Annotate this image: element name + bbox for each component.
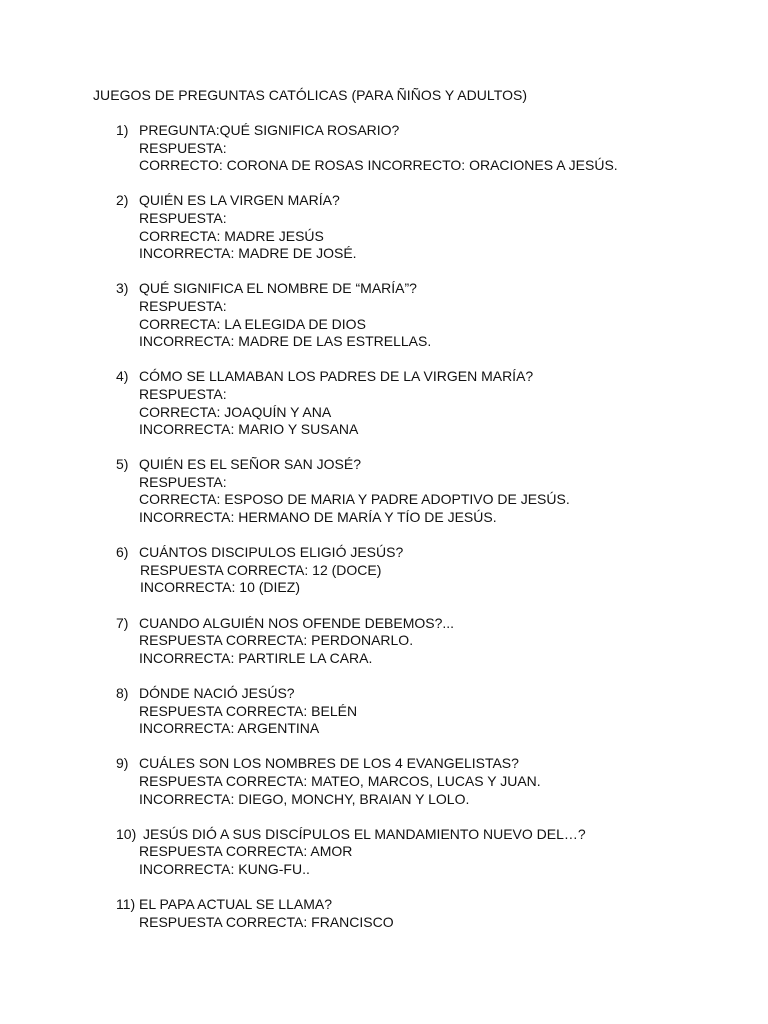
answer-label: RESPUESTA:	[139, 209, 227, 226]
correct-answer: RESPUESTA CORRECTA: AMOR	[139, 843, 353, 860]
answer-label: RESPUESTA:	[139, 139, 227, 156]
incorrect-answer: INCORRECTA: PARTIRLE LA CARA.	[139, 649, 373, 666]
question-text: JESÚS DIÓ A SUS DISCÍPULOS EL MANDAMIENTO NUEVO DEL…?	[143, 825, 586, 842]
question-number: 3)	[116, 280, 129, 297]
correct-answer: RESPUESTA CORRECTA: MATEO, MARCOS, LUCAS Y JUAN.	[139, 772, 541, 789]
correct-answer: CORRECTA: MADRE JESÚS	[139, 227, 324, 244]
incorrect-answer: INCORRECTA: ARGENTINA	[139, 720, 320, 737]
correct-answer: RESPUESTA CORRECTA: FRANCISCO	[139, 913, 394, 930]
question-text: EL PAPA ACTUAL SE LLAMA?	[139, 896, 332, 913]
question-number: 11)	[116, 896, 136, 913]
question-item-9	[0, 755, 768, 808]
question-item-3	[0, 280, 768, 350]
incorrect-answer: INCORRECTA: KUNG-FU..	[139, 860, 310, 877]
incorrect-answer: INCORRECTA: 10 (DIEZ)	[140, 579, 300, 596]
incorrect-answer: INCORRECTA: MARIO Y SUSANA	[139, 421, 359, 438]
question-number: 10)	[116, 825, 137, 842]
answer-label: RESPUESTA:	[139, 385, 227, 402]
question-text: QUIÉN ES EL SEÑOR SAN JOSÉ?	[139, 456, 361, 473]
question-text: CUANDO ALGUIÉN NOS OFENDE DEBEMOS?...	[139, 614, 455, 631]
answer-label: RESPUESTA:	[139, 297, 227, 314]
question-item-8	[0, 685, 768, 738]
question-number: 8)	[116, 685, 129, 701]
question-item-2	[0, 192, 768, 262]
question-text: QUÉ SIGNIFICA EL NOMBRE DE “MARÍA”?	[139, 280, 417, 297]
answer-options: CORRECTO: CORONA DE ROSAS INCORRECTO: ORACIONES A JESÚS.	[139, 157, 618, 174]
correct-answer: CORRECTA: LA ELEGIDA DE DIOS	[139, 315, 366, 332]
question-text: PREGUNTA:QUÉ SIGNIFICA ROSARIO?	[139, 122, 400, 138]
question-item-11	[0, 896, 768, 931]
correct-answer: RESPUESTA CORRECTA: 12 (DOCE)	[140, 561, 382, 578]
question-number: 1)	[116, 122, 129, 138]
question-number: 7)	[116, 614, 129, 631]
question-text: DÓNDE NACIÓ JESÚS?	[139, 685, 295, 701]
question-number: 2)	[116, 192, 129, 209]
question-item-5	[0, 456, 768, 526]
correct-answer: CORRECTA: ESPOSO DE MARIA Y PADRE ADOPTIVO DE JESÚS.	[139, 491, 570, 508]
incorrect-answer: INCORRECTA: MADRE DE LAS ESTRELLAS.	[139, 333, 432, 350]
answer-label: RESPUESTA:	[139, 473, 227, 490]
question-list	[0, 122, 768, 949]
question-number: 9)	[116, 755, 129, 772]
question-text: QUIÉN ES LA VIRGEN MARÍA?	[139, 192, 340, 209]
question-number: 4)	[116, 368, 129, 385]
correct-answer: RESPUESTA CORRECTA: PERDONARLO.	[139, 632, 414, 649]
question-text: CÓMO SE LLAMABAN LOS PADRES DE LA VIRGEN MARÍA?	[139, 368, 534, 385]
correct-answer: RESPUESTA CORRECTA: BELÉN	[139, 702, 358, 719]
question-item-1	[0, 122, 768, 175]
question-text: CUÁNTOS DISCIPULOS ELIGIÓ JESÚS?	[139, 544, 404, 561]
question-number: 6)	[116, 544, 129, 561]
document-title: JUEGOS DE PREGUNTAS CATÓLICAS (PARA ÑIÑOS Y ADULTOS)	[93, 87, 528, 103]
correct-answer: CORRECTA: JOAQUÍN Y ANA	[139, 403, 332, 420]
question-text: CUÁLES SON LOS NOMBRES DE LOS 4 EVANGELISTAS?	[139, 755, 519, 772]
question-item-6	[0, 544, 768, 597]
incorrect-answer: INCORRECTA: DIEGO, MONCHY, BRAIAN Y LOLO.	[139, 790, 470, 807]
incorrect-answer: INCORRECTA: MADRE DE JOSÉ.	[139, 245, 357, 262]
question-number: 5)	[116, 456, 129, 473]
incorrect-answer: INCORRECTA: HERMANO DE MARÍA Y TÍO DE JESÚS.	[139, 509, 497, 526]
question-item-10	[0, 826, 768, 879]
question-item-4	[0, 368, 768, 438]
question-item-7	[0, 615, 768, 668]
